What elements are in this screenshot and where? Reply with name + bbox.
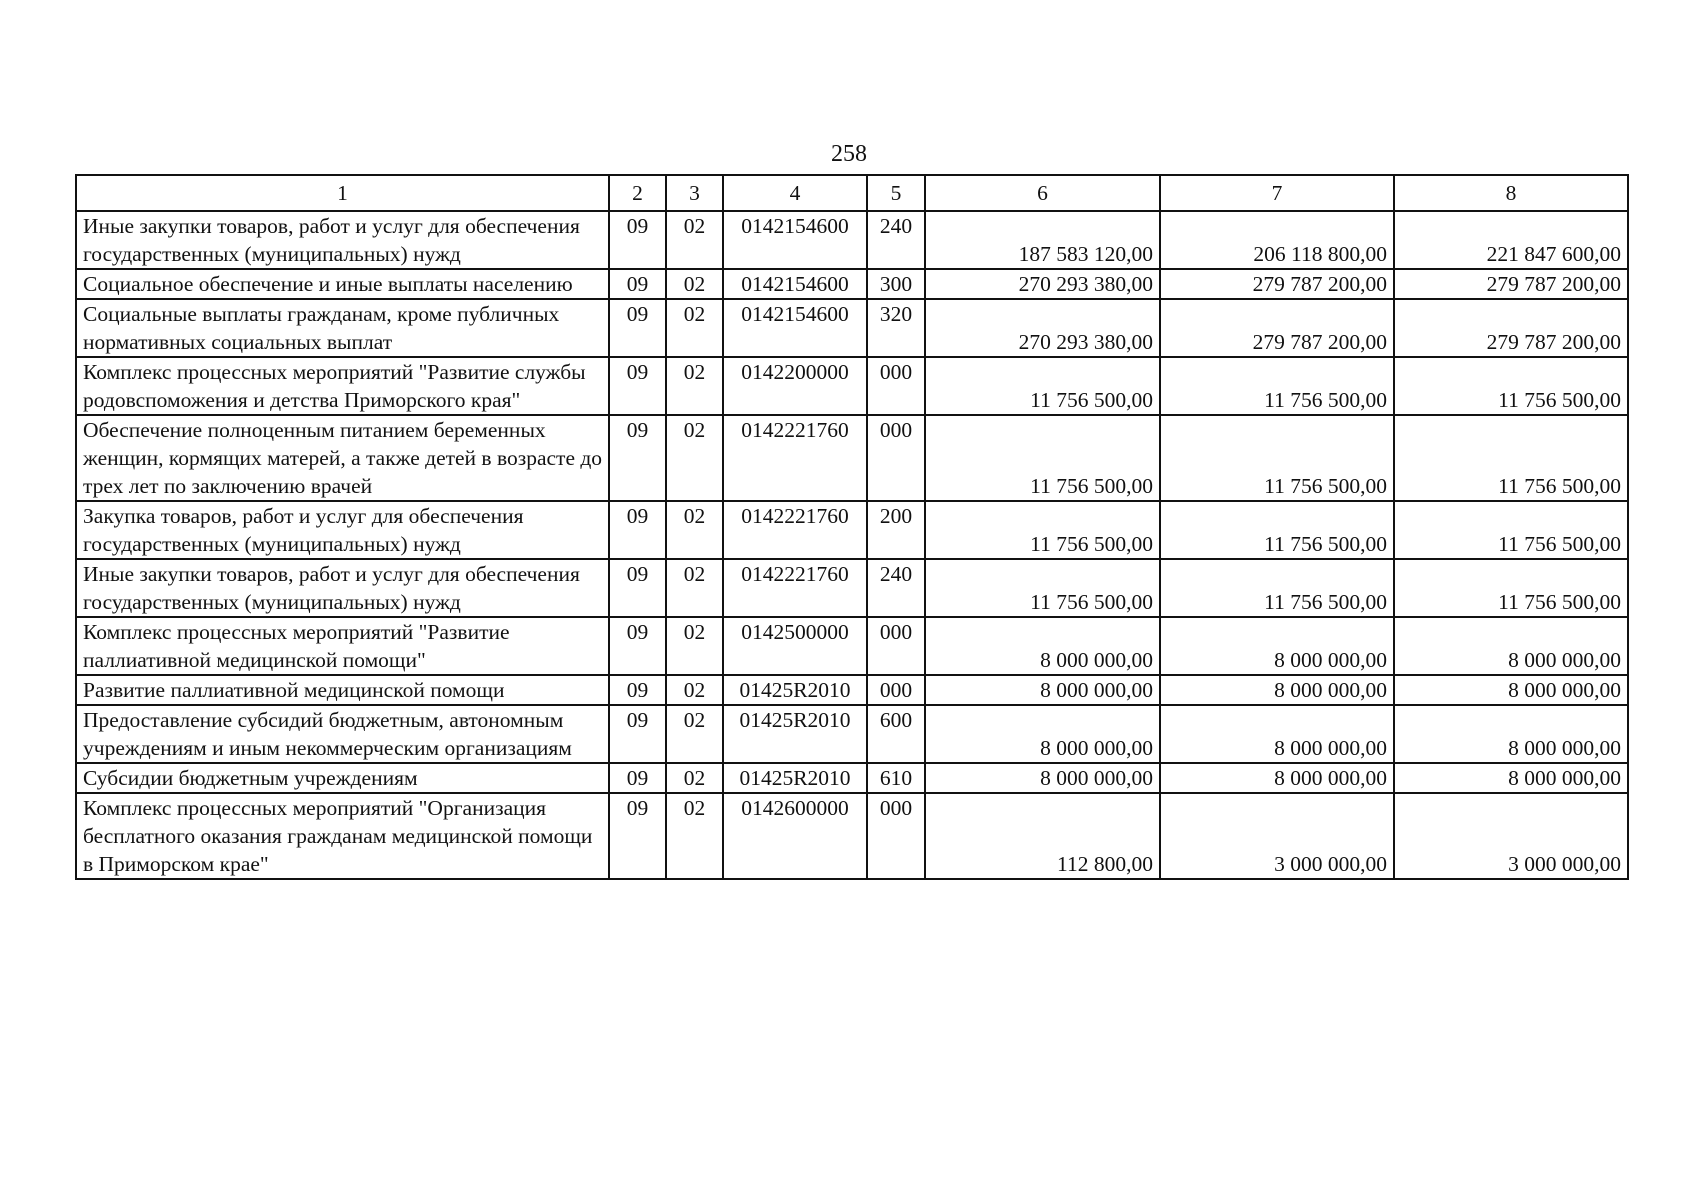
target-article-cell: 0142154600 (723, 211, 867, 269)
amount-year2-cell: 11 756 500,00 (1160, 559, 1394, 617)
amount-year3-cell: 11 756 500,00 (1394, 357, 1628, 415)
amount-year2-cell: 279 787 200,00 (1160, 299, 1394, 357)
table-row (76, 211, 1628, 269)
header-row (76, 175, 1628, 211)
amount-year1-cell: 11 756 500,00 (925, 501, 1160, 559)
amount-year2-cell: 206 118 800,00 (1160, 211, 1394, 269)
row-name-cell: Обеспечение полноценным питанием беременных женщин, кормящих матерей, а также детей в возрасте до трех лет по заключению врачей (76, 415, 609, 501)
target-article-cell: 0142200000 (723, 357, 867, 415)
column-header: 6 (925, 175, 1160, 211)
subsection-code-cell: 02 (666, 501, 723, 559)
amount-year2-cell: 8 000 000,00 (1160, 705, 1394, 763)
row-name-cell: Социальные выплаты гражданам, кроме публичных нормативных социальных выплат (76, 299, 609, 357)
section-code-cell: 09 (609, 299, 666, 357)
target-article-cell: 0142154600 (723, 299, 867, 357)
amount-year1-cell: 270 293 380,00 (925, 299, 1160, 357)
amount-year2-cell: 279 787 200,00 (1160, 269, 1394, 299)
target-article-cell: 0142221760 (723, 559, 867, 617)
row-name-cell: Социальное обеспечение и иные выплаты населению (76, 269, 609, 299)
section-code-cell: 09 (609, 415, 666, 501)
amount-year2-cell: 11 756 500,00 (1160, 357, 1394, 415)
budget-table (75, 174, 1629, 880)
section-code-cell: 09 (609, 793, 666, 879)
expense-type-cell: 300 (867, 269, 925, 299)
table-row (76, 675, 1628, 705)
row-name-cell: Закупка товаров, работ и услуг для обеспечения государственных (муниципальных) нужд (76, 501, 609, 559)
amount-year2-cell: 8 000 000,00 (1160, 617, 1394, 675)
amount-year1-cell: 8 000 000,00 (925, 675, 1160, 705)
amount-year3-cell: 8 000 000,00 (1394, 675, 1628, 705)
subsection-code-cell: 02 (666, 793, 723, 879)
expense-type-cell: 000 (867, 675, 925, 705)
subsection-code-cell: 02 (666, 559, 723, 617)
section-code-cell: 09 (609, 617, 666, 675)
amount-year1-cell: 11 756 500,00 (925, 559, 1160, 617)
amount-year3-cell: 11 756 500,00 (1394, 559, 1628, 617)
column-header: 8 (1394, 175, 1628, 211)
amount-year1-cell: 112 800,00 (925, 793, 1160, 879)
table-row (76, 357, 1628, 415)
table-row (76, 415, 1628, 501)
column-header: 2 (609, 175, 666, 211)
section-code-cell: 09 (609, 763, 666, 793)
table-row (76, 501, 1628, 559)
target-article-cell: 0142500000 (723, 617, 867, 675)
subsection-code-cell: 02 (666, 299, 723, 357)
amount-year3-cell: 279 787 200,00 (1394, 269, 1628, 299)
column-header: 1 (76, 175, 609, 211)
row-name-cell: Предоставление субсидий бюджетным, автономным учреждениям и иным некоммерческим организациям (76, 705, 609, 763)
expense-type-cell: 200 (867, 501, 925, 559)
row-name-cell: Комплекс процессных мероприятий "Организация бесплатного оказания гражданам медицинской помощи в Приморском крае" (76, 793, 609, 879)
amount-year1-cell: 8 000 000,00 (925, 705, 1160, 763)
expense-type-cell: 240 (867, 559, 925, 617)
table-row (76, 559, 1628, 617)
subsection-code-cell: 02 (666, 675, 723, 705)
amount-year2-cell: 11 756 500,00 (1160, 415, 1394, 501)
expense-type-cell: 000 (867, 617, 925, 675)
target-article-cell: 01425R2010 (723, 705, 867, 763)
table-row (76, 299, 1628, 357)
expense-type-cell: 610 (867, 763, 925, 793)
amount-year1-cell: 270 293 380,00 (925, 269, 1160, 299)
section-code-cell: 09 (609, 269, 666, 299)
expense-type-cell: 600 (867, 705, 925, 763)
row-name-cell: Иные закупки товаров, работ и услуг для обеспечения государственных (муниципальных) нужд (76, 211, 609, 269)
target-article-cell: 01425R2010 (723, 675, 867, 705)
row-name-cell: Развитие паллиативной медицинской помощи (76, 675, 609, 705)
expense-type-cell: 240 (867, 211, 925, 269)
amount-year1-cell: 8 000 000,00 (925, 617, 1160, 675)
subsection-code-cell: 02 (666, 415, 723, 501)
target-article-cell: 0142221760 (723, 501, 867, 559)
section-code-cell: 09 (609, 705, 666, 763)
subsection-code-cell: 02 (666, 269, 723, 299)
amount-year1-cell: 8 000 000,00 (925, 763, 1160, 793)
amount-year3-cell: 8 000 000,00 (1394, 705, 1628, 763)
section-code-cell: 09 (609, 357, 666, 415)
table-row (76, 617, 1628, 675)
section-code-cell: 09 (609, 501, 666, 559)
amount-year2-cell: 8 000 000,00 (1160, 675, 1394, 705)
row-name-cell: Субсидии бюджетным учреждениям (76, 763, 609, 793)
amount-year1-cell: 11 756 500,00 (925, 357, 1160, 415)
subsection-code-cell: 02 (666, 357, 723, 415)
column-header: 5 (867, 175, 925, 211)
amount-year2-cell: 11 756 500,00 (1160, 501, 1394, 559)
expense-type-cell: 000 (867, 793, 925, 879)
subsection-code-cell: 02 (666, 211, 723, 269)
target-article-cell: 0142600000 (723, 793, 867, 879)
column-header: 4 (723, 175, 867, 211)
amount-year2-cell: 3 000 000,00 (1160, 793, 1394, 879)
target-article-cell: 0142221760 (723, 415, 867, 501)
section-code-cell: 09 (609, 675, 666, 705)
amount-year3-cell: 8 000 000,00 (1394, 763, 1628, 793)
section-code-cell: 09 (609, 211, 666, 269)
amount-year3-cell: 3 000 000,00 (1394, 793, 1628, 879)
amount-year3-cell: 11 756 500,00 (1394, 501, 1628, 559)
amount-year3-cell: 221 847 600,00 (1394, 211, 1628, 269)
subsection-code-cell: 02 (666, 617, 723, 675)
amount-year3-cell: 8 000 000,00 (1394, 617, 1628, 675)
table-row (76, 705, 1628, 763)
row-name-cell: Комплекс процессных мероприятий "Развитие службы родовспоможения и детства Приморского края" (76, 357, 609, 415)
table-row (76, 269, 1628, 299)
amount-year1-cell: 187 583 120,00 (925, 211, 1160, 269)
row-name-cell: Иные закупки товаров, работ и услуг для обеспечения государственных (муниципальных) нужд (76, 559, 609, 617)
row-name-cell: Комплекс процессных мероприятий "Развитие паллиативной медицинской помощи" (76, 617, 609, 675)
expense-type-cell: 000 (867, 357, 925, 415)
table-row (76, 763, 1628, 793)
expense-type-cell: 320 (867, 299, 925, 357)
amount-year1-cell: 11 756 500,00 (925, 415, 1160, 501)
amount-year3-cell: 279 787 200,00 (1394, 299, 1628, 357)
amount-year2-cell: 8 000 000,00 (1160, 763, 1394, 793)
page-number: 258 (831, 141, 867, 167)
amount-year3-cell: 11 756 500,00 (1394, 415, 1628, 501)
column-header: 7 (1160, 175, 1394, 211)
target-article-cell: 0142154600 (723, 269, 867, 299)
column-header: 3 (666, 175, 723, 211)
subsection-code-cell: 02 (666, 763, 723, 793)
expense-type-cell: 000 (867, 415, 925, 501)
subsection-code-cell: 02 (666, 705, 723, 763)
target-article-cell: 01425R2010 (723, 763, 867, 793)
table-row (76, 793, 1628, 879)
section-code-cell: 09 (609, 559, 666, 617)
